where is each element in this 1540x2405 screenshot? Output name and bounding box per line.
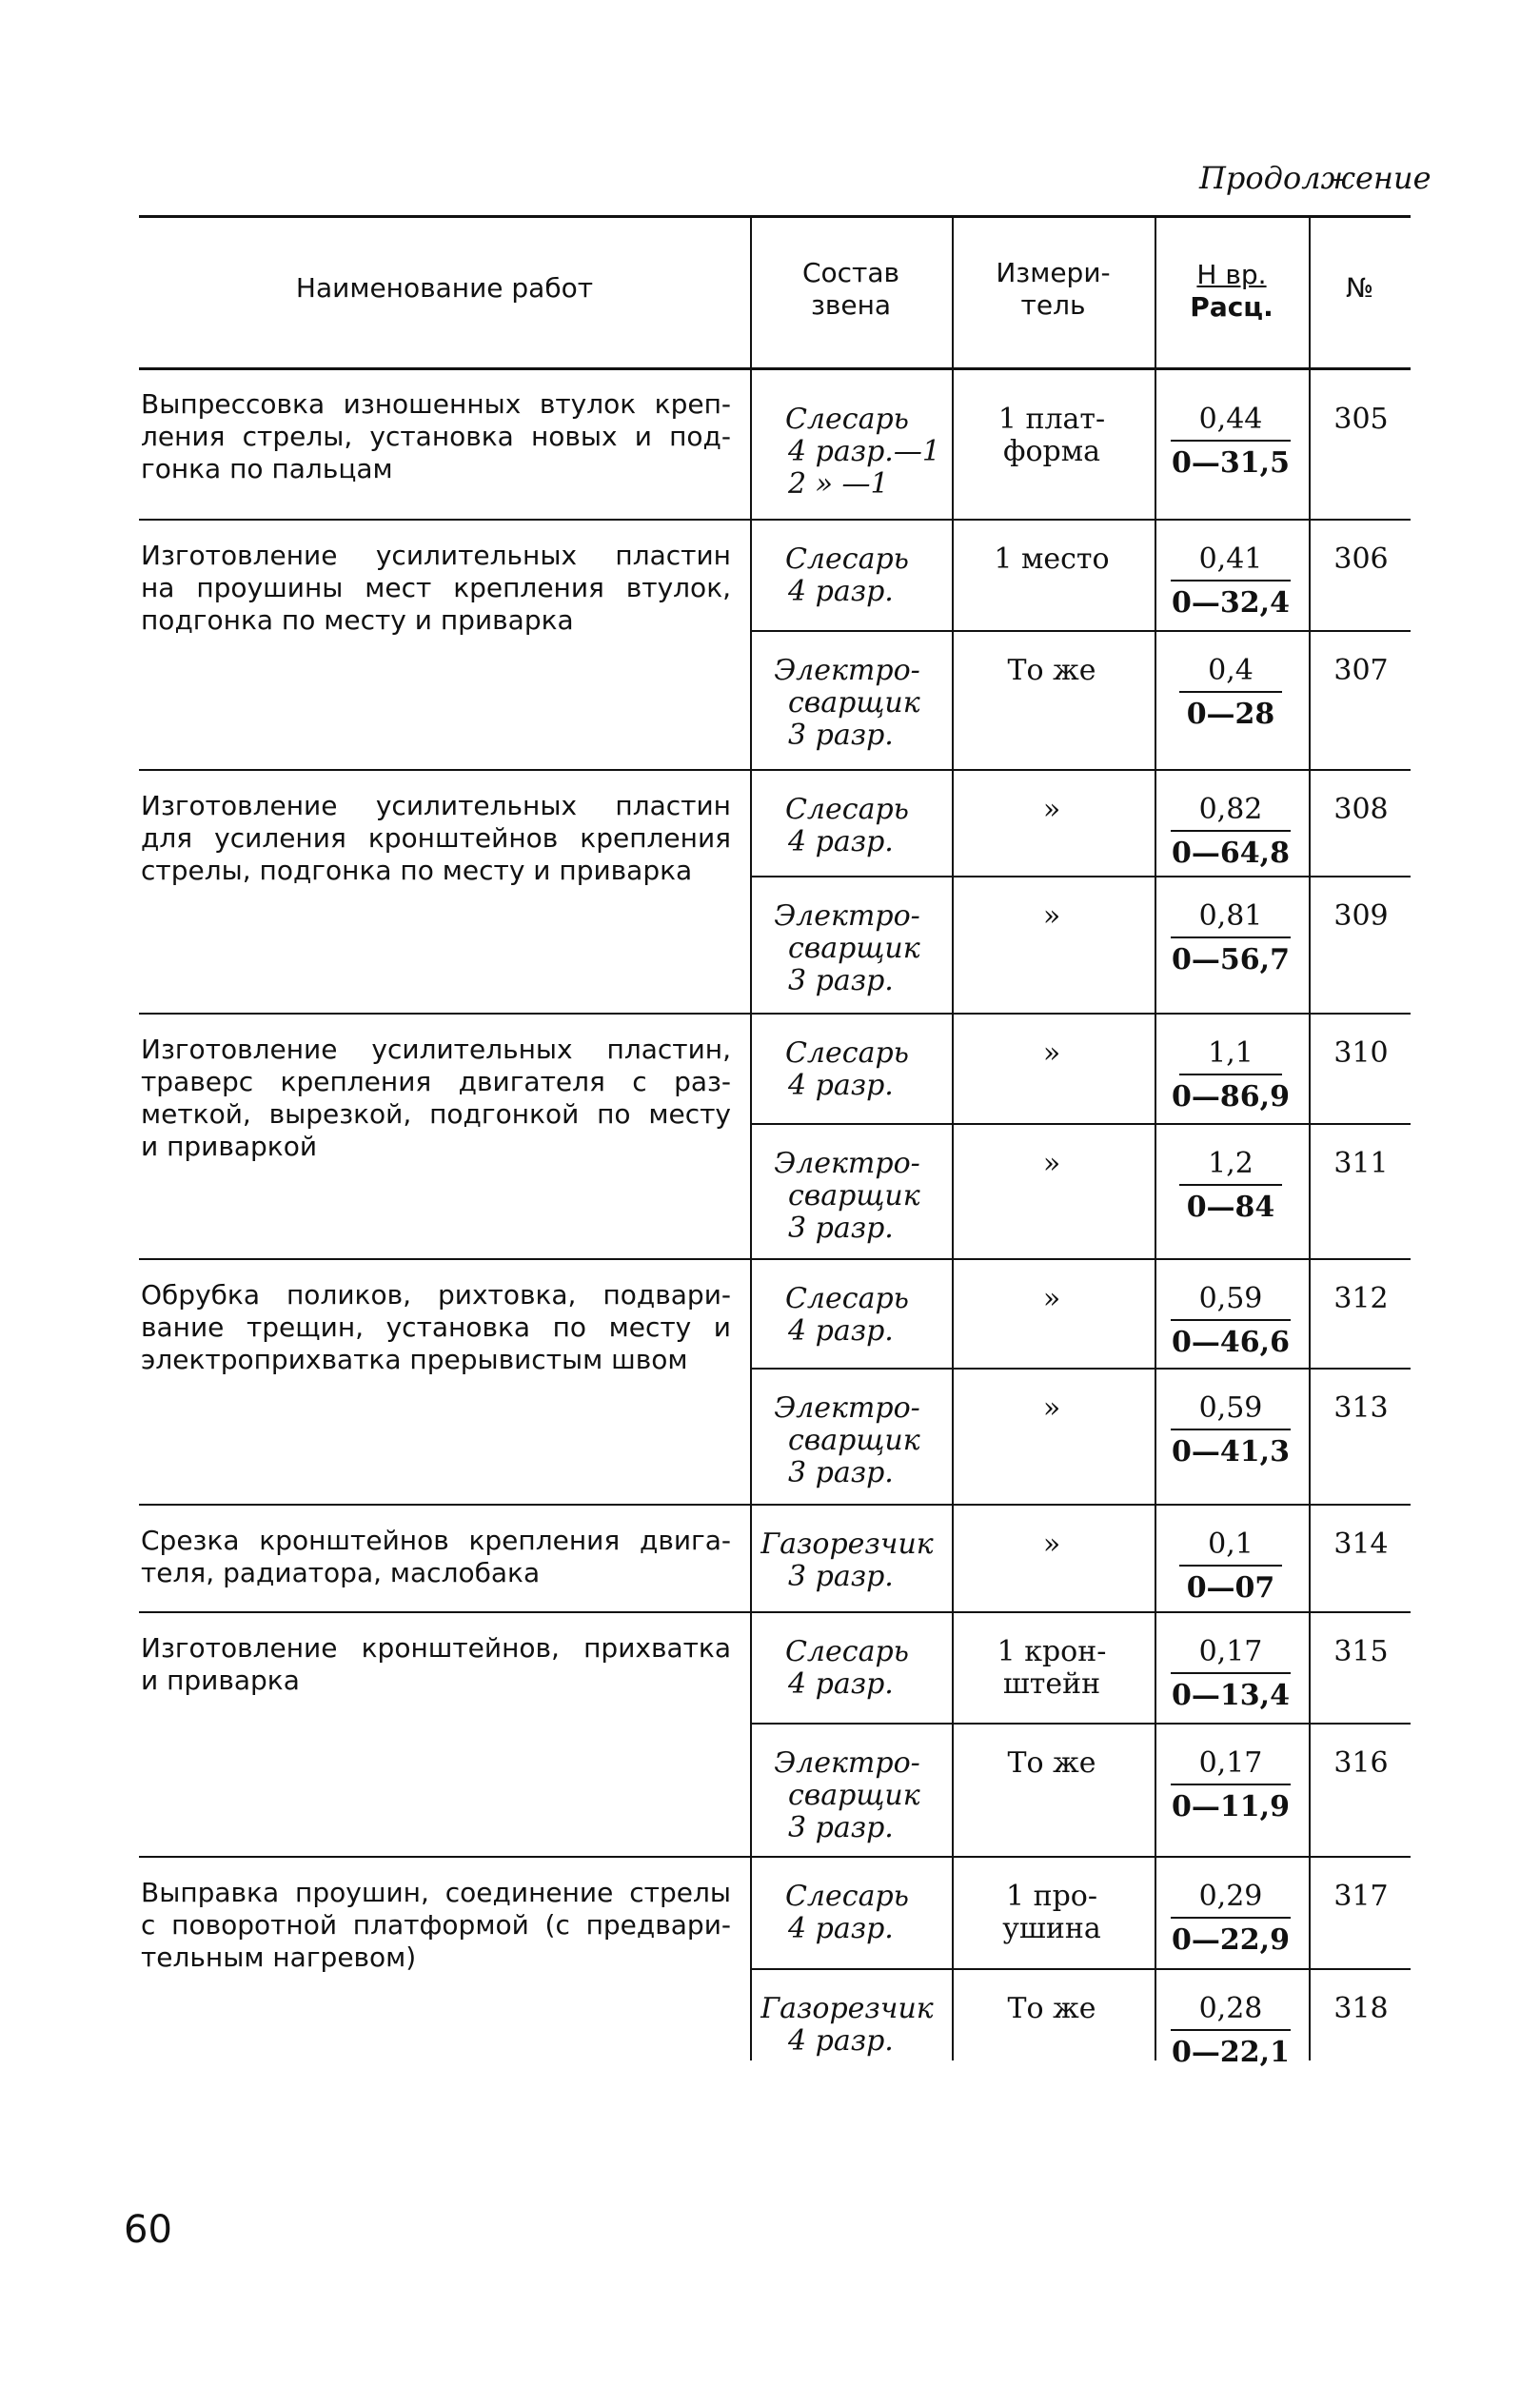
group-rule xyxy=(139,1258,1411,1260)
work-name xyxy=(141,1632,731,1697)
measure-line: » xyxy=(1042,1147,1061,1180)
measure-line: То же xyxy=(1007,1992,1096,2025)
time-norm: 0,59 xyxy=(1171,1283,1292,1321)
norm-rate-cell xyxy=(1159,1392,1302,1469)
rate-value: 0—31,5 xyxy=(1172,446,1290,480)
page-number: 60 xyxy=(124,2208,172,2252)
norm-rate-cell xyxy=(1159,1148,1302,1224)
norm-rate-cell xyxy=(1159,1747,1302,1823)
crew-line: 3 разр. xyxy=(788,1212,894,1245)
work-name-line: тельным нагревом) xyxy=(141,1942,417,1973)
work-name-line: Срезка кронштейнов крепления двига- xyxy=(141,1525,731,1556)
rate-value: 0—32,4 xyxy=(1172,586,1290,620)
header-name xyxy=(139,272,750,305)
crew-line: Слесарь xyxy=(784,403,910,436)
measure-line: То же xyxy=(1007,654,1096,687)
group-rule xyxy=(139,1013,1411,1015)
measure-line: » xyxy=(1042,793,1061,826)
crew-line: 4 разр. xyxy=(788,2024,894,2058)
crew-line: Электро- xyxy=(774,1147,920,1180)
crew-line: Слесарь xyxy=(784,542,910,576)
rate-value: 0—28 xyxy=(1186,698,1275,731)
row-number xyxy=(1313,1881,1409,1913)
crew-line: 3 разр. xyxy=(788,719,894,752)
row-number xyxy=(1313,1392,1409,1425)
header-meas-line: Измери- xyxy=(996,257,1111,288)
header-bottom-rule xyxy=(139,367,1411,370)
measure-cell xyxy=(957,1392,1147,1425)
measure-line: 1 крон- xyxy=(997,1635,1107,1668)
norm-rate-cell xyxy=(1159,655,1302,731)
row-number xyxy=(1313,794,1409,826)
row-number xyxy=(1313,1636,1409,1668)
crew-line: 3 разр. xyxy=(788,1811,894,1844)
crew-line: сварщик xyxy=(788,932,920,965)
row-number xyxy=(1313,1148,1409,1180)
work-name-line: Изготовление усилительных пластин xyxy=(141,790,731,821)
work-name-line: электроприхватка прерывистым швом xyxy=(141,1344,688,1375)
header-meas xyxy=(952,257,1155,322)
crew-cell xyxy=(752,655,942,752)
measure-line: 1 плат- xyxy=(997,403,1106,436)
measure-cell xyxy=(957,1148,1147,1180)
measure-cell xyxy=(957,1636,1147,1701)
row-number-text: 310 xyxy=(1333,1036,1389,1070)
row-number-text: 313 xyxy=(1333,1391,1389,1425)
crew-cell xyxy=(752,900,942,997)
crew-line: Газорезчик xyxy=(760,1528,934,1561)
measure-line: » xyxy=(1042,1036,1061,1070)
work-name-line: Выпрессовка изношенных втулок креп- xyxy=(141,388,731,420)
work-name-line: Изготовление кронштейнов, прихватка xyxy=(141,1632,731,1664)
crew-line: сварщик xyxy=(788,686,920,720)
crew-cell xyxy=(752,794,942,858)
work-name-line: вание трещин, установка по месту и xyxy=(141,1311,731,1343)
row-number-text: 307 xyxy=(1333,654,1389,687)
row-rule xyxy=(750,1123,1411,1125)
crew-line: Газорезчик xyxy=(760,1992,934,2025)
crew-line: Электро- xyxy=(774,1391,920,1425)
header-number-text: № xyxy=(1345,272,1374,304)
measure-cell xyxy=(957,655,1147,687)
row-number xyxy=(1313,404,1409,436)
row-rule xyxy=(750,1723,1411,1725)
measure-line: » xyxy=(1042,1282,1061,1315)
work-name-line: Выправка проушин, соединение стрелы xyxy=(141,1877,731,1908)
row-number-text: 315 xyxy=(1333,1635,1389,1668)
row-number-text: 317 xyxy=(1333,1880,1389,1913)
work-name-line: Обрубка поликов, рихтовка, подвари- xyxy=(141,1279,731,1311)
work-name-line: на проушины мест крепления втулок, xyxy=(141,572,731,603)
measure-line: » xyxy=(1042,1391,1061,1425)
row-rule xyxy=(750,630,1411,632)
norm-rate-cell xyxy=(1159,1636,1302,1712)
norm-rate-cell xyxy=(1159,900,1302,976)
crew-line: Слесарь xyxy=(784,1036,910,1070)
work-name-line: Изготовление усилительных пластин xyxy=(141,540,731,571)
crew-cell xyxy=(752,1037,942,1102)
norm-rate-cell xyxy=(1159,1283,1302,1359)
rate-value: 0—13,4 xyxy=(1172,1679,1290,1712)
rate-value: 0—56,7 xyxy=(1172,943,1290,976)
row-number xyxy=(1313,543,1409,576)
work-name-line: для усиления кронштейнов крепления xyxy=(141,822,731,854)
measure-line: ушина xyxy=(1002,1912,1101,1945)
rate-value: 0—41,3 xyxy=(1172,1435,1290,1469)
norm-rate-cell xyxy=(1159,1881,1302,1957)
work-name xyxy=(141,790,731,887)
header-norm-top: Н вр. xyxy=(1196,259,1267,290)
header-name-text: Наименование работ xyxy=(295,272,594,304)
crew-line: Электро- xyxy=(774,1746,920,1780)
work-name-line: траверс крепления двигателя с раз- xyxy=(141,1066,731,1097)
crew-cell xyxy=(752,1747,942,1844)
rate-value: 0—22,9 xyxy=(1172,1923,1290,1957)
crew-line: Слесарь xyxy=(784,1880,910,1913)
time-norm: 0,4 xyxy=(1179,655,1282,693)
header-number xyxy=(1309,272,1411,305)
header-crew xyxy=(750,257,952,322)
crew-line: сварщик xyxy=(788,1179,920,1212)
crew-line: 3 разр. xyxy=(788,964,894,997)
measure-line: форма xyxy=(1003,435,1100,468)
measure-cell xyxy=(957,794,1147,826)
measure-line: 1 про- xyxy=(1005,1880,1098,1913)
work-name-line: гонка по пальцам xyxy=(141,453,393,484)
work-name-line: ления стрелы, установка новых и под- xyxy=(141,421,731,452)
column-divider xyxy=(1309,215,1311,2060)
rate-value: 0—86,9 xyxy=(1172,1080,1290,1114)
crew-line: 4 разр. xyxy=(788,1912,894,1945)
norm-rate-cell xyxy=(1159,1037,1302,1114)
rate-value: 0—07 xyxy=(1186,1571,1275,1605)
measure-cell xyxy=(957,1283,1147,1315)
work-name-line: Изготовление усилительных пластин, xyxy=(141,1034,731,1065)
measure-cell xyxy=(957,1993,1147,2025)
crew-line: 4 разр. xyxy=(788,825,894,858)
crew-line: Электро- xyxy=(774,899,920,933)
work-name-line: и приваркой xyxy=(141,1131,318,1162)
rate-value: 0—11,9 xyxy=(1172,1790,1290,1823)
time-norm: 0,41 xyxy=(1171,543,1292,582)
crew-cell xyxy=(752,1993,942,2058)
measure-cell xyxy=(957,1037,1147,1070)
row-number-text: 305 xyxy=(1333,403,1389,436)
row-rule xyxy=(750,1968,1411,1970)
work-name-line: и приварка xyxy=(141,1665,300,1696)
row-number xyxy=(1313,1283,1409,1315)
time-norm: 0,44 xyxy=(1171,404,1292,442)
row-number-text: 312 xyxy=(1333,1282,1389,1315)
crew-line: 4 разр. xyxy=(788,1069,894,1102)
row-rule xyxy=(750,1368,1411,1370)
crew-line: 3 разр. xyxy=(788,1456,894,1489)
crew-line: сварщик xyxy=(788,1424,920,1457)
group-rule xyxy=(139,1856,1411,1858)
continuation-label: Продолжение xyxy=(1199,160,1431,196)
crew-line: Слесарь xyxy=(784,1282,910,1315)
time-norm: 1,2 xyxy=(1179,1148,1282,1186)
work-name-line: с поворотной платформой (с предвари- xyxy=(141,1909,731,1941)
crew-cell xyxy=(752,1528,942,1593)
work-name xyxy=(141,1877,731,1974)
group-rule xyxy=(139,769,1411,771)
row-rule xyxy=(750,876,1411,877)
time-norm: 0,1 xyxy=(1179,1528,1282,1567)
header-meas-line: тель xyxy=(1020,289,1086,321)
time-norm: 1,1 xyxy=(1179,1037,1282,1075)
crew-line: 4 разр. xyxy=(788,1667,894,1701)
measure-line: штейн xyxy=(1002,1667,1101,1701)
work-name-line: стрелы, подгонка по месту и приварка xyxy=(141,855,693,886)
time-norm: 0,28 xyxy=(1171,1993,1292,2031)
crew-cell xyxy=(752,1392,942,1489)
crew-cell xyxy=(752,1283,942,1348)
norm-rate-cell xyxy=(1159,543,1302,620)
measure-line: То же xyxy=(1007,1746,1096,1780)
crew-cell xyxy=(752,543,942,608)
time-norm: 0,17 xyxy=(1171,1636,1292,1674)
crew-line: 4 разр. xyxy=(788,575,894,608)
measure-cell xyxy=(957,543,1147,576)
crew-line: 2 » —1 xyxy=(788,467,889,501)
column-divider xyxy=(1155,215,1156,2060)
row-number xyxy=(1313,1747,1409,1780)
crew-line: Электро- xyxy=(774,654,920,687)
rate-value: 0—64,8 xyxy=(1172,837,1290,870)
row-number-text: 314 xyxy=(1333,1528,1389,1561)
row-number-text: 311 xyxy=(1333,1147,1389,1180)
crew-line: Слесарь xyxy=(784,1635,910,1668)
work-name-line: подгонка по месту и приварка xyxy=(141,604,574,636)
row-number-text: 309 xyxy=(1333,899,1389,933)
work-name xyxy=(141,1279,731,1376)
measure-line: » xyxy=(1042,899,1061,933)
measure-cell xyxy=(957,1881,1147,1945)
time-norm: 0,82 xyxy=(1171,794,1292,832)
time-norm: 0,17 xyxy=(1171,1747,1292,1785)
crew-cell xyxy=(752,404,942,501)
rate-value: 0—84 xyxy=(1186,1191,1275,1224)
work-name xyxy=(141,1034,731,1163)
table-top-rule xyxy=(139,215,1411,218)
row-number-text: 306 xyxy=(1333,542,1389,576)
crew-line: 3 разр. xyxy=(788,1560,894,1593)
crew-line: Слесарь xyxy=(784,793,910,826)
work-name-line: теля, радиатора, маслобака xyxy=(141,1557,541,1588)
row-number xyxy=(1313,900,1409,933)
header-norm xyxy=(1155,259,1309,324)
work-name xyxy=(141,540,731,637)
measure-cell xyxy=(957,1528,1147,1561)
row-number xyxy=(1313,1528,1409,1561)
time-norm: 0,81 xyxy=(1171,900,1292,938)
time-norm: 0,29 xyxy=(1171,1881,1292,1919)
column-divider xyxy=(952,215,954,2060)
measure-line: » xyxy=(1042,1528,1061,1561)
work-name xyxy=(141,1525,731,1589)
crew-cell xyxy=(752,1148,942,1245)
crew-cell xyxy=(752,1636,942,1701)
crew-line: 4 разр.—1 xyxy=(788,435,940,468)
measure-line: 1 место xyxy=(994,542,1110,576)
group-rule xyxy=(139,519,1411,521)
measure-cell xyxy=(957,404,1147,468)
norm-rate-cell xyxy=(1159,1528,1302,1605)
rate-value: 0—46,6 xyxy=(1172,1326,1290,1359)
group-rule xyxy=(139,1611,1411,1613)
measure-cell xyxy=(957,1747,1147,1780)
row-number xyxy=(1313,1993,1409,2025)
header-crew-line: звена xyxy=(810,289,892,321)
norm-rate-cell xyxy=(1159,404,1302,480)
row-number-text: 318 xyxy=(1333,1992,1389,2025)
crew-line: 4 разр. xyxy=(788,1314,894,1348)
norm-rate-cell xyxy=(1159,1993,1302,2069)
row-number-text: 308 xyxy=(1333,793,1389,826)
time-norm: 0,59 xyxy=(1171,1392,1292,1430)
measure-cell xyxy=(957,900,1147,933)
group-rule xyxy=(139,1504,1411,1506)
row-number xyxy=(1313,1037,1409,1070)
row-number-text: 316 xyxy=(1333,1746,1389,1780)
header-crew-line: Состав xyxy=(801,257,900,288)
rate-value: 0—22,1 xyxy=(1172,2036,1290,2069)
header-norm-bot: Расц. xyxy=(1190,291,1273,323)
row-number xyxy=(1313,655,1409,687)
work-name xyxy=(141,388,731,485)
work-name-line: меткой, вырезкой, подгонкой по месту xyxy=(141,1098,731,1130)
norm-rate-cell xyxy=(1159,794,1302,870)
crew-line: сварщик xyxy=(788,1779,920,1812)
crew-cell xyxy=(752,1881,942,1945)
